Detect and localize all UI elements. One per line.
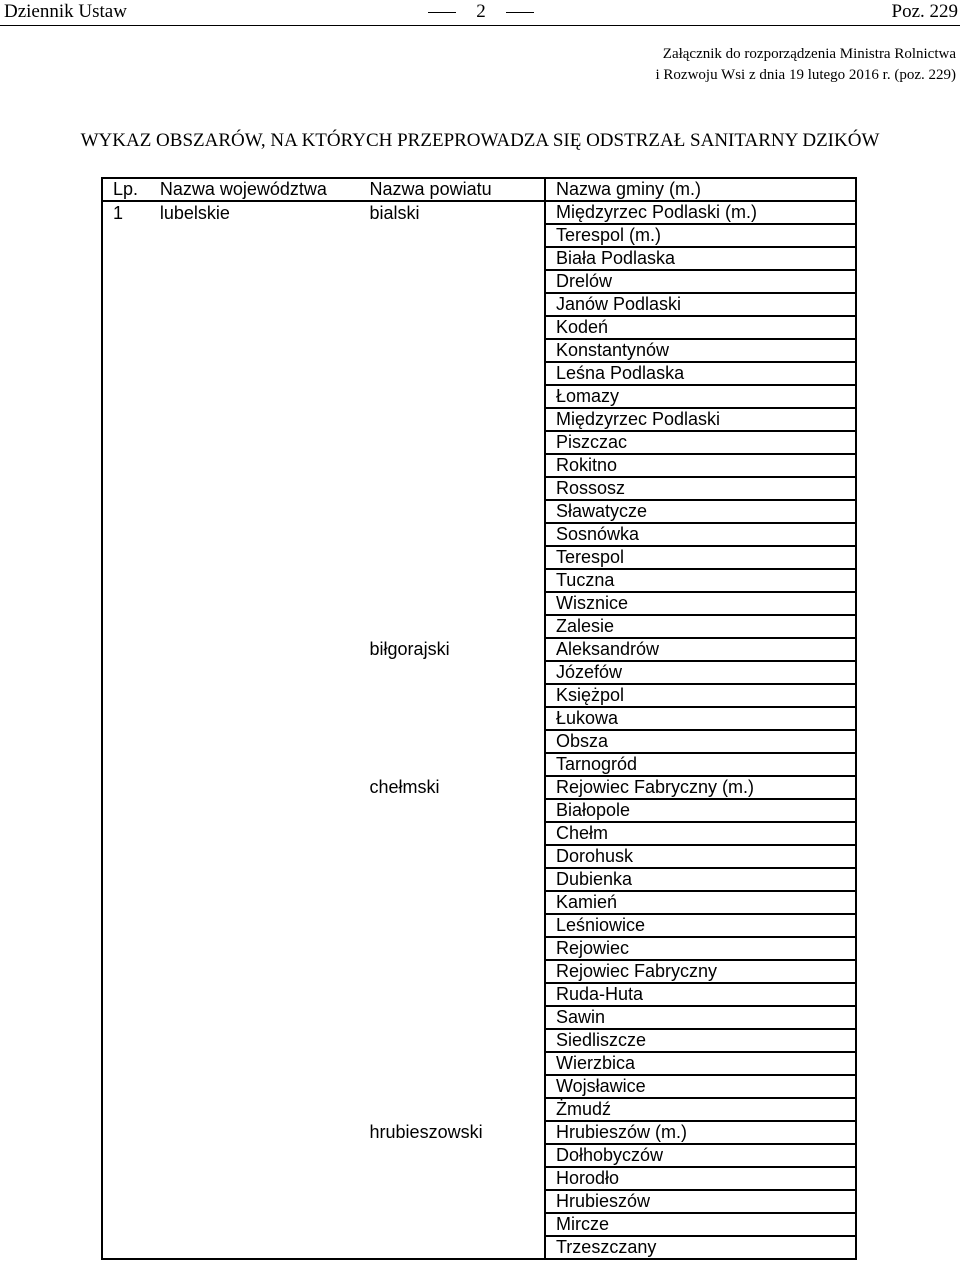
cell-lp <box>102 247 150 270</box>
cell-commune: Chełm <box>545 822 856 845</box>
cell-commune: Księżpol <box>545 684 856 707</box>
cell-lp <box>102 454 150 477</box>
cell-lp <box>102 431 150 454</box>
cell-voivodeship <box>150 1144 360 1167</box>
table-row <box>102 615 856 638</box>
cell-county <box>360 1029 545 1052</box>
cell-county <box>360 385 545 408</box>
cell-commune: Białopole <box>545 799 856 822</box>
cell-lp <box>102 960 150 983</box>
cell-commune: Dorohusk <box>545 845 856 868</box>
cell-voivodeship <box>150 592 360 615</box>
cell-commune: Kamień <box>545 891 856 914</box>
table-row <box>102 983 856 1006</box>
table-row <box>102 454 856 477</box>
cell-voivodeship <box>150 1167 360 1190</box>
cell-commune: Hrubieszów (m.) <box>545 1121 856 1144</box>
cell-voivodeship <box>150 730 360 753</box>
cell-commune: Dołhobyczów <box>545 1144 856 1167</box>
cell-county <box>360 868 545 891</box>
cell-county <box>360 362 545 385</box>
cell-voivodeship <box>150 707 360 730</box>
cell-commune: Janów Podlaski <box>545 293 856 316</box>
cell-lp <box>102 500 150 523</box>
table-row <box>102 569 856 592</box>
cell-voivodeship <box>150 960 360 983</box>
cell-voivodeship <box>150 868 360 891</box>
cell-commune: Ruda-Huta <box>545 983 856 1006</box>
table-row <box>102 316 856 339</box>
cell-lp <box>102 1075 150 1098</box>
cell-commune: Zalesie <box>545 615 856 638</box>
table-row <box>102 684 856 707</box>
cell-lp <box>102 868 150 891</box>
cell-commune: Wisznice <box>545 592 856 615</box>
cell-county <box>360 523 545 546</box>
cell-county: hrubieszowski <box>369 1122 483 1142</box>
cell-voivodeship <box>150 914 360 937</box>
table-row <box>102 891 856 914</box>
table-row <box>102 1144 856 1167</box>
table-row <box>102 1190 856 1213</box>
table-row <box>102 1236 856 1259</box>
cell-commune: Sławatycze <box>545 500 856 523</box>
cell-county: biłgorajski <box>369 639 450 659</box>
table-body <box>102 201 856 1259</box>
cell-lp <box>102 523 150 546</box>
table-row <box>102 592 856 615</box>
cell-lp <box>102 1052 150 1075</box>
cell-county <box>360 1190 545 1213</box>
cell-county <box>360 799 545 822</box>
cell-commune: Sosnówka <box>545 523 856 546</box>
cell-commune: Sawin <box>545 1006 856 1029</box>
cell-voivodeship <box>150 431 360 454</box>
areas-table <box>101 177 857 1260</box>
table-row <box>102 707 856 730</box>
cell-voivodeship <box>150 799 360 822</box>
cell-commune: Rokitno <box>545 454 856 477</box>
cell-voivodeship <box>150 776 360 799</box>
cell-commune: Leśna Podlaska <box>545 362 856 385</box>
cell-lp <box>102 1144 150 1167</box>
cell-commune: Rejowiec <box>545 937 856 960</box>
cell-voivodeship <box>150 247 360 270</box>
cell-lp <box>102 1190 150 1213</box>
cell-commune: Horodło <box>545 1167 856 1190</box>
cell-voivodeship <box>150 661 360 684</box>
cell-voivodeship <box>150 1075 360 1098</box>
cell-voivodeship <box>150 684 360 707</box>
cell-lp: 1 <box>102 201 150 224</box>
cell-county <box>360 822 545 845</box>
table-row <box>102 1098 856 1121</box>
cell-county <box>360 914 545 937</box>
cell-county <box>360 661 545 684</box>
table-row <box>102 638 856 661</box>
cell-commune: Terespol (m.) <box>545 224 856 247</box>
cell-county <box>360 546 545 569</box>
cell-commune: Dubienka <box>545 868 856 891</box>
table-row <box>102 546 856 569</box>
table-row <box>102 293 856 316</box>
cell-commune: Józefów <box>545 661 856 684</box>
cell-voivodeship <box>150 1029 360 1052</box>
position-number: Poz. 229 <box>891 1 958 22</box>
cell-voivodeship <box>150 339 360 362</box>
cell-voivodeship <box>150 224 360 247</box>
cell-lp <box>102 1213 150 1236</box>
cell-county <box>360 592 545 615</box>
table-row <box>102 1029 856 1052</box>
cell-lp <box>102 293 150 316</box>
header-row <box>102 178 856 201</box>
cell-lp <box>102 1167 150 1190</box>
cell-lp <box>102 707 150 730</box>
cell-lp <box>102 1121 150 1144</box>
cell-lp <box>102 753 150 776</box>
table-row <box>102 247 856 270</box>
cell-voivodeship <box>150 1098 360 1121</box>
table-row <box>102 362 856 385</box>
cell-lp <box>102 822 150 845</box>
table-row <box>102 1075 856 1098</box>
cell-county <box>360 615 545 638</box>
cell-lp <box>102 592 150 615</box>
cell-commune: Trzeszczany <box>545 1236 856 1259</box>
cell-lp <box>102 224 150 247</box>
table-row <box>102 868 856 891</box>
cell-commune: Hrubieszów <box>545 1190 856 1213</box>
table-row <box>102 914 856 937</box>
header-county: Nazwa powiatu <box>360 178 545 201</box>
table-row <box>102 500 856 523</box>
cell-voivodeship <box>150 615 360 638</box>
cell-county <box>360 454 545 477</box>
cell-county <box>360 937 545 960</box>
cell-lp <box>102 408 150 431</box>
cell-county: chełmski <box>369 777 440 797</box>
cell-county: bialski <box>369 202 420 223</box>
cell-county <box>360 753 545 776</box>
cell-voivodeship <box>150 569 360 592</box>
cell-county <box>360 983 545 1006</box>
cell-commune: Rossosz <box>545 477 856 500</box>
cell-county <box>360 224 545 247</box>
table-row <box>102 1167 856 1190</box>
cell-county <box>360 1236 545 1259</box>
cell-lp <box>102 983 150 1006</box>
table-row <box>102 730 856 753</box>
table-row <box>102 1121 856 1144</box>
cell-county <box>360 960 545 983</box>
cell-commune: Łukowa <box>545 707 856 730</box>
cell-commune: Międzyrzec Podlaski <box>545 408 856 431</box>
page-number: 2 <box>462 0 500 24</box>
cell-voivodeship <box>150 546 360 569</box>
cell-county <box>360 316 545 339</box>
table-row <box>102 845 856 868</box>
cell-lp <box>102 362 150 385</box>
cell-commune: Żmudź <box>545 1098 856 1121</box>
cell-county <box>360 891 545 914</box>
cell-commune: Konstantynów <box>545 339 856 362</box>
journal-name: Dziennik Ustaw <box>4 1 127 22</box>
running-header <box>0 0 960 24</box>
table-row <box>102 1052 856 1075</box>
table-row <box>102 776 856 799</box>
cell-county <box>360 1213 545 1236</box>
cell-lp <box>102 937 150 960</box>
annex-line-2: i Rozwoju Wsi z dnia 19 lutego 2016 r. (poz. 229) <box>655 67 956 83</box>
cell-voivodeship <box>150 477 360 500</box>
table-row <box>102 960 856 983</box>
cell-lp <box>102 1098 150 1121</box>
header-voivodeship: Nazwa województwa <box>150 178 360 201</box>
cell-county <box>360 707 545 730</box>
cell-voivodeship: lubelskie <box>159 202 230 223</box>
cell-voivodeship <box>150 385 360 408</box>
cell-lp <box>102 1029 150 1052</box>
cell-lp <box>102 385 150 408</box>
cell-lp <box>102 270 150 293</box>
cell-voivodeship <box>150 316 360 339</box>
annex-note <box>655 44 956 86</box>
cell-lp <box>102 569 150 592</box>
table-row <box>102 1006 856 1029</box>
cell-voivodeship <box>150 270 360 293</box>
cell-lp <box>102 546 150 569</box>
cell-voivodeship <box>150 1236 360 1259</box>
cell-county <box>360 293 545 316</box>
cell-voivodeship <box>150 753 360 776</box>
cell-voivodeship <box>150 1052 360 1075</box>
header-rule <box>0 25 960 26</box>
cell-county <box>360 845 545 868</box>
cell-commune: Rejowiec Fabryczny <box>545 960 856 983</box>
cell-voivodeship <box>150 362 360 385</box>
cell-county <box>360 500 545 523</box>
table-row <box>102 270 856 293</box>
cell-lp <box>102 661 150 684</box>
cell-commune: Siedliszcze <box>545 1029 856 1052</box>
cell-lp <box>102 339 150 362</box>
cell-county <box>360 247 545 270</box>
cell-county <box>360 270 545 293</box>
cell-commune: Kodeń <box>545 316 856 339</box>
cell-commune: Łomazy <box>545 385 856 408</box>
table-row <box>102 937 856 960</box>
cell-county <box>360 1167 545 1190</box>
cell-commune: Leśniowice <box>545 914 856 937</box>
cell-county <box>360 569 545 592</box>
cell-commune: Wojsławice <box>545 1075 856 1098</box>
cell-voivodeship <box>150 293 360 316</box>
cell-commune: Piszczac <box>545 431 856 454</box>
cell-commune: Tuczna <box>545 569 856 592</box>
table-row <box>102 799 856 822</box>
table-row <box>102 385 856 408</box>
table-row <box>102 339 856 362</box>
cell-lp <box>102 730 150 753</box>
cell-commune: Mircze <box>545 1213 856 1236</box>
cell-lp <box>102 776 150 799</box>
table-row <box>102 477 856 500</box>
cell-commune: Aleksandrów <box>545 638 856 661</box>
cell-voivodeship <box>150 983 360 1006</box>
cell-lp <box>102 1236 150 1259</box>
cell-lp <box>102 1006 150 1029</box>
cell-county <box>360 431 545 454</box>
cell-lp <box>102 638 150 661</box>
cell-lp <box>102 615 150 638</box>
cell-voivodeship <box>150 1213 360 1236</box>
cell-county <box>360 339 545 362</box>
cell-commune: Biała Podlaska <box>545 247 856 270</box>
cell-voivodeship <box>150 891 360 914</box>
cell-voivodeship <box>150 454 360 477</box>
table-row <box>102 408 856 431</box>
cell-county <box>360 1075 545 1098</box>
cell-lp <box>102 845 150 868</box>
cell-county <box>360 1052 545 1075</box>
cell-county <box>360 684 545 707</box>
annex-line-1: Załącznik do rozporządzenia Ministra Rolnictwa <box>662 46 956 62</box>
cell-voivodeship <box>150 845 360 868</box>
cell-voivodeship <box>150 1190 360 1213</box>
document-title: WYKAZ OBSZARÓW, NA KTÓRYCH PRZEPROWADZA SIĘ ODSTRZAŁ SANITARNY DZIKÓW <box>80 130 880 151</box>
cell-lp <box>102 891 150 914</box>
cell-commune: Wierzbica <box>545 1052 856 1075</box>
cell-commune: Obsza <box>545 730 856 753</box>
table-header <box>102 178 856 201</box>
cell-lp <box>102 914 150 937</box>
table-row <box>102 661 856 684</box>
cell-lp <box>102 684 150 707</box>
table-row <box>102 224 856 247</box>
cell-county <box>360 730 545 753</box>
cell-lp <box>102 799 150 822</box>
table-row <box>102 753 856 776</box>
cell-voivodeship <box>150 1006 360 1029</box>
header-commune: Nazwa gminy (m.) <box>545 178 856 201</box>
cell-commune: Rejowiec Fabryczny (m.) <box>545 776 856 799</box>
cell-county <box>360 408 545 431</box>
cell-voivodeship <box>150 408 360 431</box>
table-row <box>102 1213 856 1236</box>
cell-commune: Drelów <box>545 270 856 293</box>
header-lp: Lp. <box>102 178 150 201</box>
cell-voivodeship <box>150 822 360 845</box>
table-row <box>102 523 856 546</box>
cell-commune: Międzyrzec Podlaski (m.) <box>545 201 856 224</box>
cell-county <box>360 1098 545 1121</box>
cell-voivodeship <box>150 1121 360 1144</box>
cell-voivodeship <box>150 638 360 661</box>
cell-lp <box>102 316 150 339</box>
cell-county <box>360 1006 545 1029</box>
cell-voivodeship <box>150 523 360 546</box>
cell-county <box>360 1144 545 1167</box>
cell-lp <box>102 477 150 500</box>
cell-voivodeship <box>150 500 360 523</box>
cell-voivodeship <box>150 937 360 960</box>
table-row <box>102 822 856 845</box>
cell-county <box>360 477 545 500</box>
cell-commune: Terespol <box>545 546 856 569</box>
cell-commune: Tarnogród <box>545 753 856 776</box>
table-row <box>102 431 856 454</box>
table-row <box>102 201 856 224</box>
